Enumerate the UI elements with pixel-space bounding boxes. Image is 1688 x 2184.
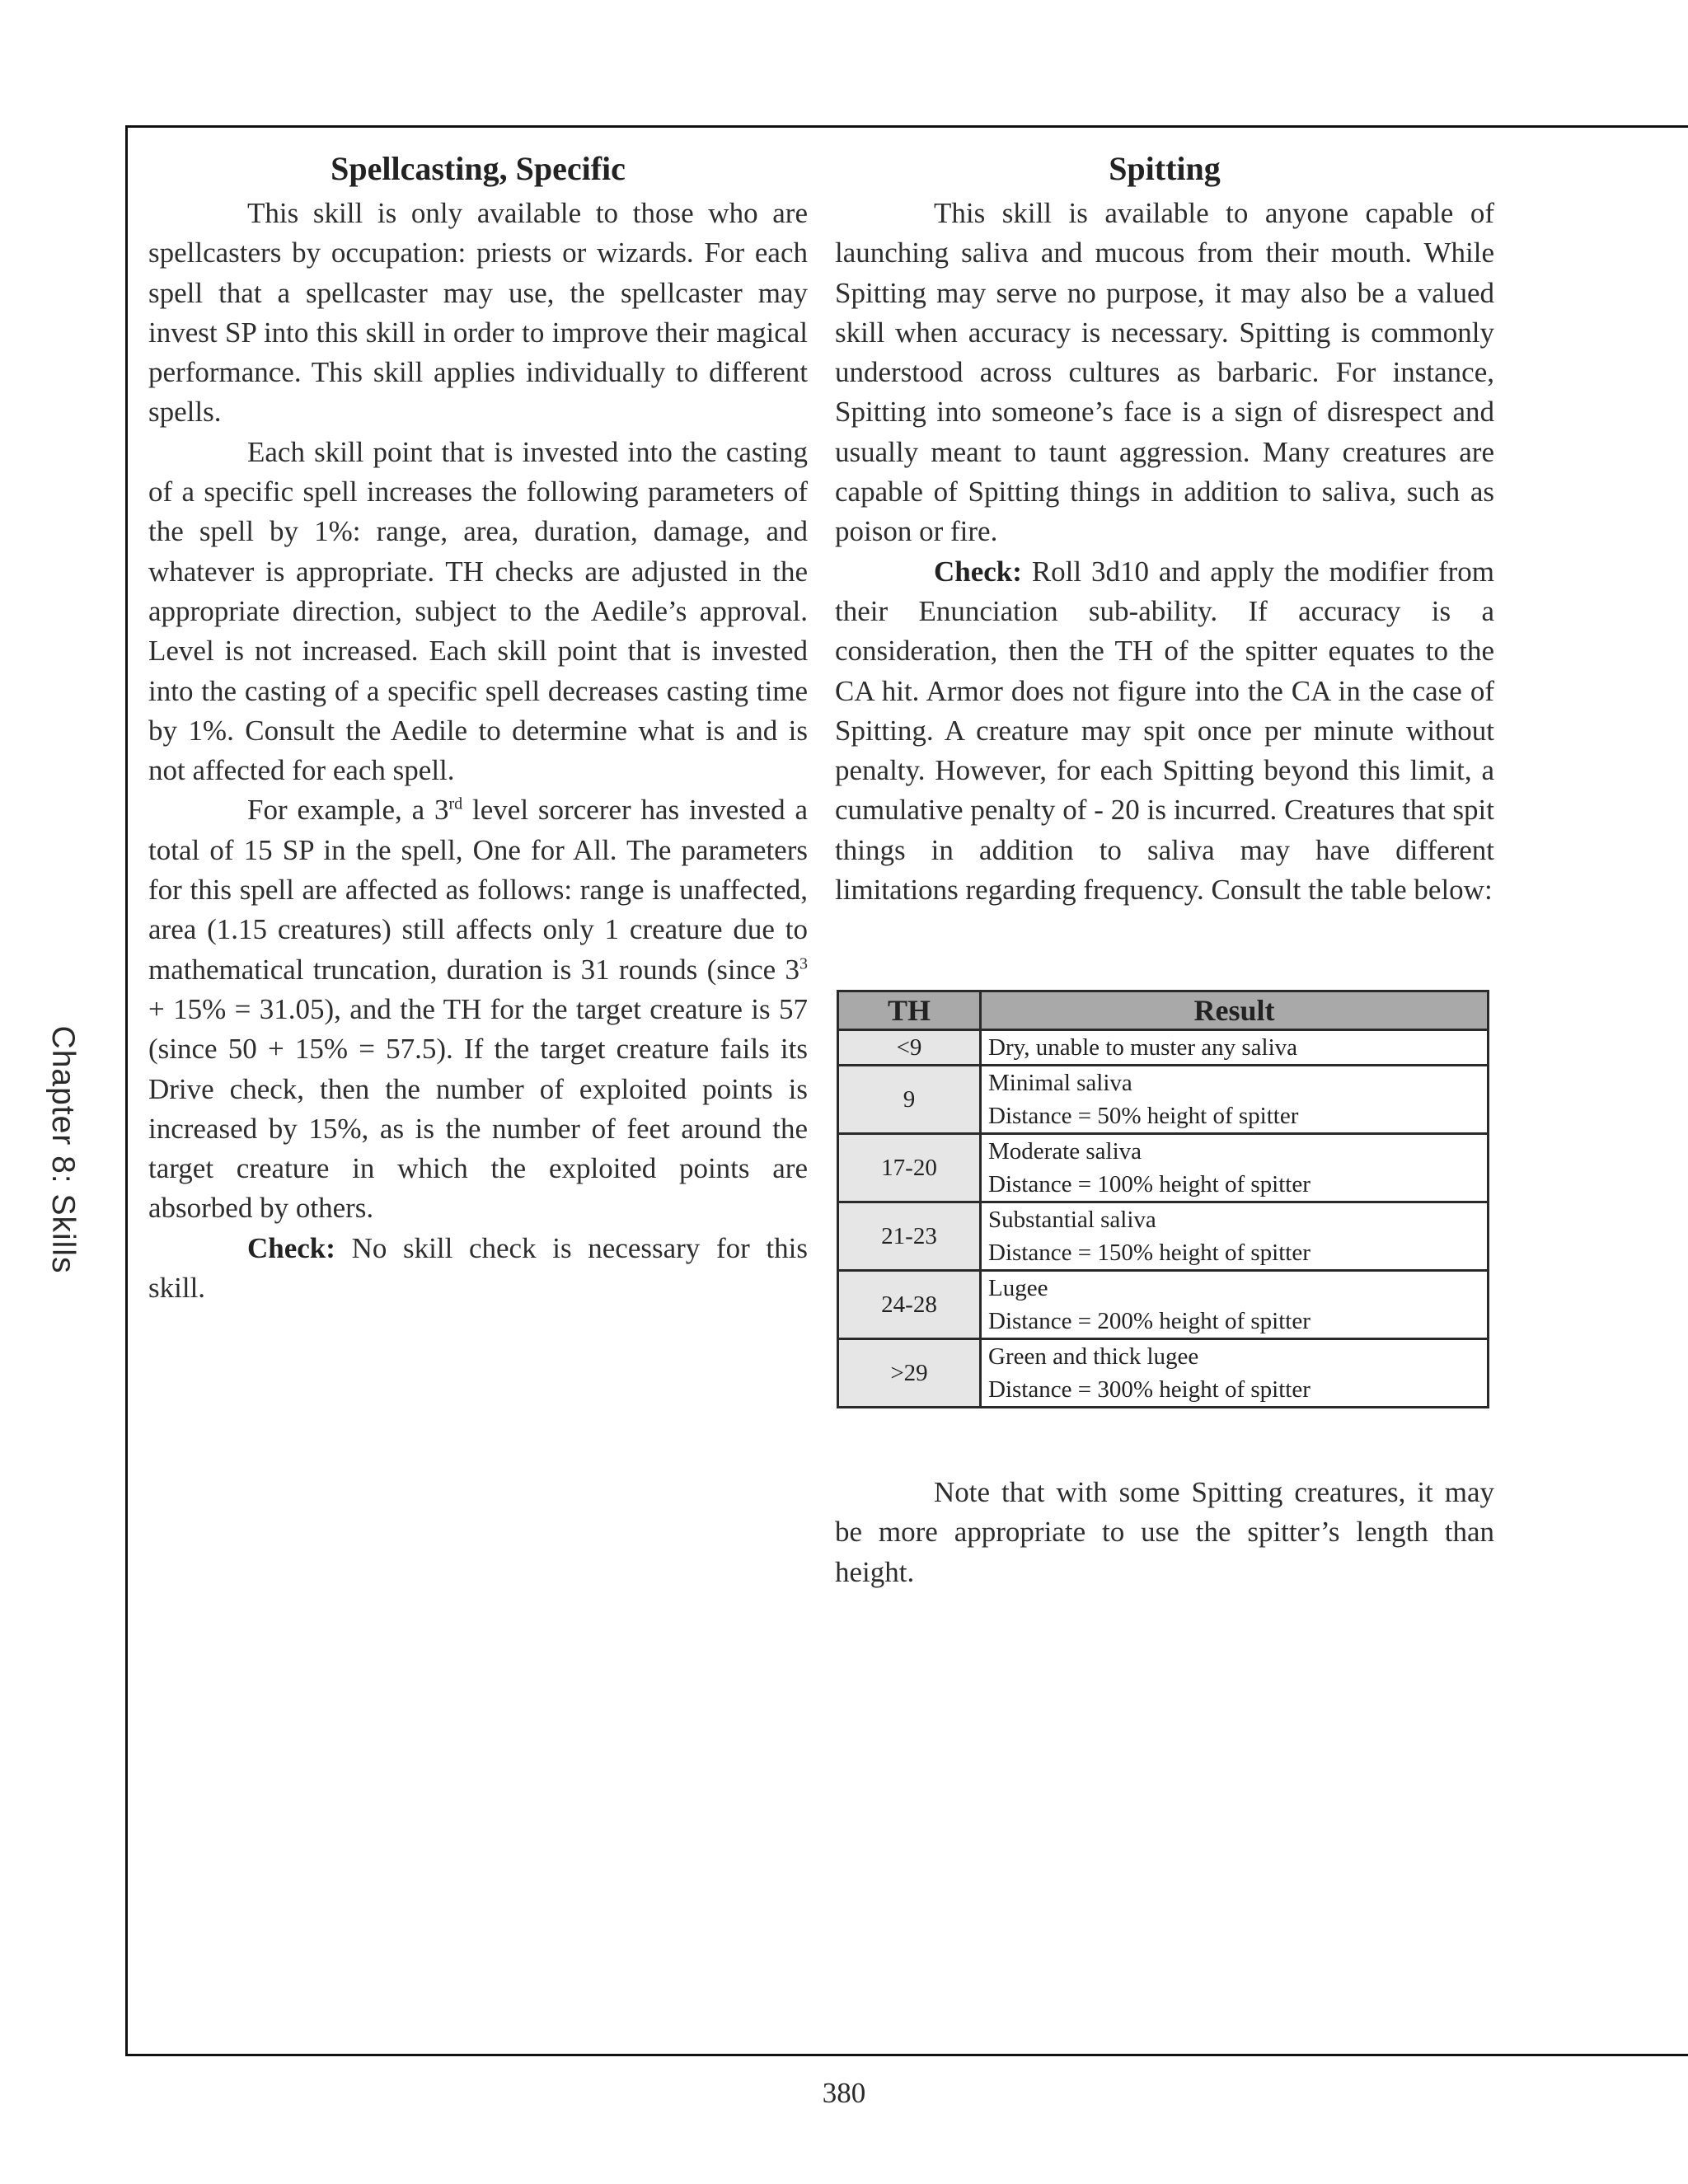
table-row	[838, 1066, 1489, 1134]
page-number: 380	[822, 2077, 866, 2109]
spitting-note-paragraph: Note that with some Spitting creatures, it may be more appropriate to use the spitter’s length than height.	[835, 1476, 1494, 1588]
table-cell-th: >29	[838, 1339, 981, 1408]
section-title-spellcasting: Spellcasting, Specific	[331, 150, 626, 187]
table-cell-th: <9	[838, 1030, 981, 1066]
table-row	[838, 1134, 1489, 1202]
table-row	[838, 1202, 1489, 1271]
table-cell-result: Minimal saliva Distance = 50% height of spitter	[981, 1066, 1489, 1134]
left-column	[148, 144, 808, 1308]
table-header-row	[838, 991, 1489, 1030]
spitting-check: Check: Roll 3d10 and apply the modifier from their Enunciation sub-ability. If accuracy is a consideration, then the TH of the spitter equates to the CA hit. Armor does not figure into the CA in the case of Spitting. A creature may spit once per minute without penalty. However, for each Spitting beyond this limit, a cumulative penalty of - 20 is incurred. Creatures that spit things in addition to saliva may have different limitations regarding frequency. Consult the table below:	[835, 555, 1494, 907]
table-row	[838, 1030, 1489, 1066]
table-cell-result: Dry, unable to muster any saliva	[981, 1030, 1489, 1066]
spitting-paragraph-1: This skill is available to anyone capable of launching saliva and mucous from their mouth. While Spitting may serve no purpose, it may also be a valued skill when accuracy is necessary. Spitting is commonly understood across cultures as barbaric. For instance, Spitting into someone’s face is a sign of disrespect and usually meant to taunt aggression. Many creatures are capable of Spitting things in addition to saliva, such as poison or fire.	[835, 197, 1494, 548]
table-row	[838, 1271, 1489, 1339]
section-title-spitting: Spitting	[1109, 150, 1221, 187]
spitting-result-table	[837, 990, 1489, 1408]
table-header-th: TH	[838, 991, 981, 1030]
chapter-side-label: Chapter 8: Skills	[45, 1025, 81, 1274]
spitting-note	[835, 1473, 1494, 1592]
spellcasting-paragraph-1: This skill is only available to those who are spellcasters by occupation: priests or wizards. For each spell that a spellcaster may use, the spellcaster may invest SP into this skill in order to improve their magical performance. This skill applies individually to different spells.	[148, 197, 808, 429]
spellcasting-check: Check: No skill check is necessary for this skill.	[148, 1231, 808, 1305]
table-cell-result: Moderate saliva Distance = 100% height of spitter	[981, 1134, 1489, 1202]
table-cell-th: 9	[838, 1066, 981, 1134]
table-cell-th: 21-23	[838, 1202, 981, 1271]
spellcasting-paragraph-3: For example, a 3rd level sorcerer has invested a total of 15 SP in the spell, One for All. The parameters for this spell are affected as follows: range is unaffected, area (1.15 creatures) still affects only 1 creature due to mathematical truncation, duration is 31 rounds (since $3^3 + 15\% = 31.05$), and the TH for the target creature is 57 (since 50 + 15% = 57.5). If the target creature fails its Drive check, then the number of exploited points is increased by 15%, as is the number of feet around the target creature in which the exploited points are absorbed by others.	[148, 794, 808, 1225]
table-cell-th: 17-20	[838, 1134, 981, 1202]
table-cell-th: 24-28	[838, 1271, 981, 1339]
table-header-result: Result	[981, 991, 1489, 1030]
right-column	[835, 144, 1494, 910]
table-row	[838, 1339, 1489, 1408]
spellcasting-paragraph-2: Each skill point that is invested into the casting of a specific spell increases the following parameters of the spell by 1%: range, area, duration, damage, and whatever is appropriate. TH checks are adjusted in the appropriate direction, subject to the Aedile’s approval. Level is not increased. Each skill point that is invested into the casting of a specific spell decreases casting time by 1%. Consult the Aedile to determine what is and is not affected for each spell.	[148, 435, 808, 787]
table-cell-result: Green and thick lugee Distance = 300% height of spitter	[981, 1339, 1489, 1408]
table-cell-result: Substantial saliva Distance = 150% height of spitter	[981, 1202, 1489, 1271]
table-cell-result: Lugee Distance = 200% height of spitter	[981, 1271, 1489, 1339]
